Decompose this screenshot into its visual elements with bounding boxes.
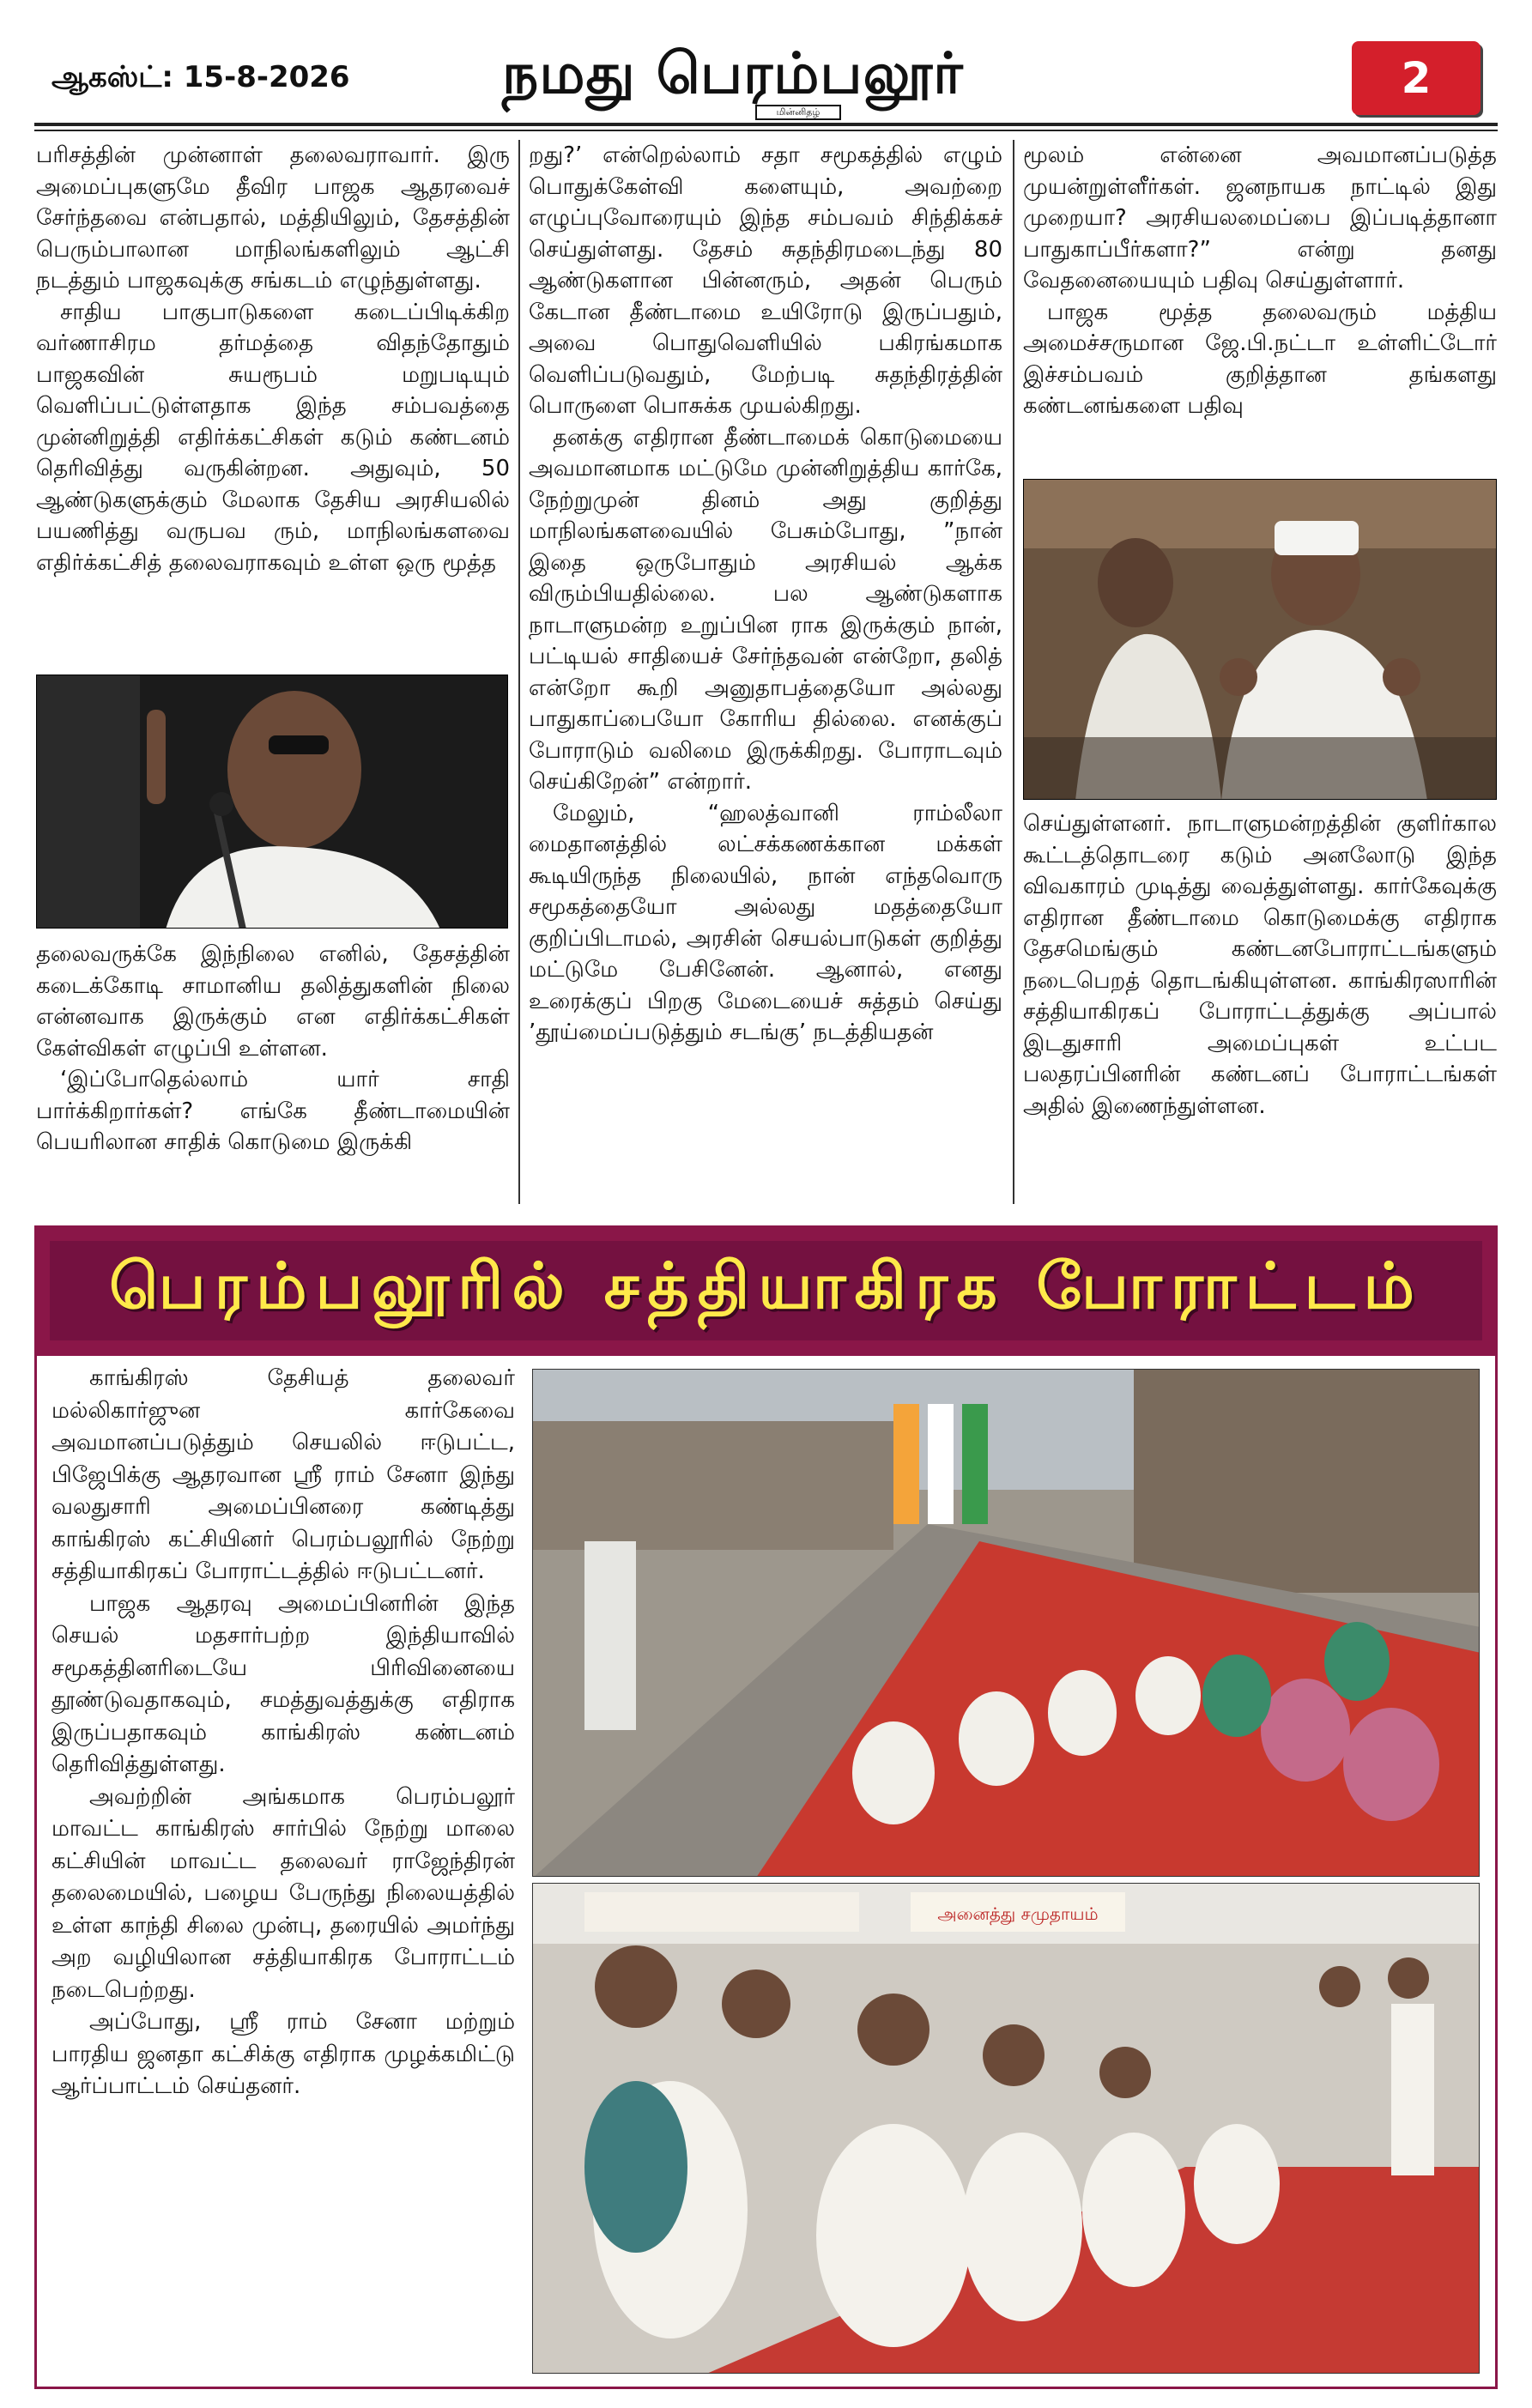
photo-speaker bbox=[36, 675, 508, 929]
paragraph: றது?’ என்றெல்லாம் சதா சமூகத்தில் எழும் பொதுக்கேள்வி களையும், அவற்றை எழுப்புவோரையும் இந்த சம்பவம் சிந்திக்கச் செய்துள்ளது. தேசம் சுதந்திரமடைந்து 80 ஆண்டுகளான பின்னரும், அதன் பெரும் கேடான தீண்டாமை உயிரோடு இருப்பதும், அவை பொதுவெளியில் பகிரங்கமாக வெளிப்படுவதும், மேற்படி சுதந்திரத்தின் பொருளை பொசுக்க முயல்கிறது. bbox=[529, 142, 1002, 419]
paragraph: பாஜக மூத்த தலைவரும் மத்திய அமைச்சருமான ஜே.பி.நட்டா உள்ளிட்டோர் இச்சம்பவம் குறித்தான தங்களது கண்டனங்களை பதிவு bbox=[1023, 299, 1497, 419]
article-column-2 bbox=[529, 140, 1002, 1049]
paragraph: அவற்றின் அங்கமாக பெரம்பலூர் மாவட்ட காங்கிரஸ் சார்பில் நேற்று மாலை கட்சியின் மாவட்ட தலைவர் ராஜேந்திரன் தலைமையில், பழைய பேருந்து நிலையத்தில் உள்ள காந்தி சிலை முன்பு, தரையில் அமர்ந்து அற வழியிலான சத்தியாகிரக போராட்டம் நடைபெற்றது. bbox=[51, 1783, 515, 2003]
masthead bbox=[34, 34, 1498, 120]
column-divider bbox=[1013, 140, 1014, 1204]
column-divider bbox=[518, 140, 520, 1204]
issue-date: ஆகஸ்ட்: 15-8-2026 bbox=[51, 60, 350, 94]
paragraph: தலைவருக்கே இந்நிலை எனில், தேசத்தின் கடைக்கோடி சாமானிய தலித்துகளின் நிலை என்னவாக இருக்கும் என எதிர்க்கட்சிகள் கேள்விகள் எழுப்பி உள்ளன. bbox=[36, 941, 510, 1062]
paragraph: சாதிய பாகுபாடுகளை கடைப்பிடிக்கிற வர்ணாசிரம தர்மத்தை விதந்தோதும் பாஜகவின் சுயரூபம் மறுபடியும் வெளிப்பட்டுள்ளதாக இந்த சம்பவத்தை முன்னிறுத்தி எதிர்க்கட்சிகள் கடும் கண்டனம் தெரிவித்து வருகின்றன. அதுவும், 50 ஆண்டுகளுக்கும் மேலாக தேசிய அரசியலில் பயணித்து வருபவ ரும், மாநிலங்களவை எதிர்க்கட்சித் தலைவராகவும் உள்ள ஒரு மூத்த bbox=[36, 299, 510, 576]
paragraph: தனக்கு எதிரான தீண்டாமைக் கொடுமையை அவமானமாக மட்டுமே முன்னிறுத்திய கார்கே, நேற்றுமுன் தினம் அது குறித்து மாநிலங்களவையில் பேசும்போது, ”நான் இதை ஒருபோதும் அரசியல் ஆக்க விரும்பியதில்லை. பல ஆண்டுகளாக நாடாளுமன்ற உறுப்பின ராக இருக்கும் நான், பட்டியல் சாதியைச் சேர்ந்தவன் என்றோ, தலித் என்றோ கூறி அனுதாபத்தையோ அல்லது பாதுகாப்பையோ கோரிய தில்லை. எனக்குப் போராடும் வலிமை இருக்கிறது. போராடவும் செய்கிறேன்” என்றார். bbox=[529, 424, 1002, 795]
section-banner bbox=[34, 1225, 1498, 1356]
paragraph: பரிசத்தின் முன்னாள் தலைவராவார். இரு அமைப்புகளுமே தீவிர பாஜக ஆதரவைச் சேர்ந்தவை என்பதால், மத்தியிலும், தேசத்தின் பெரும்பாலான மாநிலங்களிலும் ஆட்சி நடத்தும் பாஜகவுக்கு சங்கடம் எழுந்துள்ளது. bbox=[36, 142, 510, 293]
photo4-banner-text: அனைத்து சமுதாயம் bbox=[937, 1903, 1099, 1924]
header-rule bbox=[34, 123, 1498, 126]
protest-street-illustration bbox=[533, 1370, 1480, 1877]
paper-name: நமது பெரம்பலூர் bbox=[502, 39, 964, 106]
banner-inner bbox=[50, 1241, 1482, 1340]
photo-protest-gathering bbox=[532, 1883, 1480, 2374]
paragraph: அப்போது, ஸ்ரீ ராம் சேனா மற்றும் பாரதிய ஜனதா கட்சிக்கு எதிராக முழக்கமிட்டு ஆர்ப்பாட்டம் செய்தனர். bbox=[51, 2009, 515, 2099]
lower-article bbox=[51, 1363, 515, 2103]
paragraph: காங்கிரஸ் தேசியத் தலைவர் மல்லிகார்ஜுன கார்கேவை அவமானப்படுத்தும் செயலில் ஈடுபட்ட, பிஜேபிக்கு ஆதரவான ஸ்ரீ ராம் சேனா இந்து வலதுசாரி அமைப்பினரை கண்டித்து காங்கிரஸ் கட்சியினர் பெரம்பலூரில் நேற்று சத்தியாகிரகப் போராட்டத்தில் ஈடுபட்டனர். bbox=[51, 1365, 515, 1584]
speaker-illustration bbox=[37, 675, 508, 929]
article-column-1b bbox=[36, 939, 510, 1159]
paragraph: மூலம் என்னை அவமானப்படுத்த முயன்றுள்ளீர்கள். ஜனநாயக நாட்டில் இது முறையா? அரசியலமைப்பை இப்படித்தானா பாதுகாப்பீர்களா?” என்று தனது வேதனையையும் பதிவு செய்துள்ளார். bbox=[1023, 142, 1497, 293]
parliament-illustration bbox=[1024, 480, 1497, 800]
article-column-3b bbox=[1023, 808, 1497, 1122]
paragraph: ‘இப்போதெல்லாம் யார் சாதி பார்க்கிறார்கள்? எங்கே தீண்டாமையின் பெயரிலான சாதிக் கொடுமை இருக்கி bbox=[36, 1067, 510, 1155]
photo-protest-street bbox=[532, 1369, 1480, 1877]
header-rule-thin bbox=[34, 130, 1498, 131]
paper-tag: மின்னிதழ் bbox=[755, 105, 841, 120]
page-number: 2 bbox=[1352, 41, 1481, 115]
article-column-1 bbox=[36, 140, 510, 578]
article-column-3 bbox=[1023, 140, 1497, 422]
paragraph: மேலும், “ஹலத்வானி ராம்லீலா மைதானத்தில் லட்சக்கணக்கான மக்கள் கூடியிருந்த நிலையில், நான் எந்தவொரு சமூகத்தையோ அல்லது மதத்தையோ குறிப்பிடாமல், அரசின் செயல்பாடுகள் குறித்து மட்டுமே பேசினேன். ஆனால், எனது உரைக்குப் பிறகு மேடையைச் சுத்தம் செய்து ’தூய்மைப்படுத்தும் சடங்கு’ நடத்தியதன் bbox=[529, 800, 1002, 1045]
paragraph: செய்துள்ளனர். நாடாளுமன்றத்தின் குளிர்கால கூட்டத்தொடரை கடும் அனலோடு இந்த விவகாரம் முடித்து வைத்துள்ளது. கார்கேவுக்கு எதிரான தீண்டாமை கொடுமைக்கு எதிராக தேசமெங்கும் கண்டனபோராட்டங்களும் நடைபெறத் தொடங்கியுள்ளன. காங்கிரஸாரின் சத்தியாகிரகப் போராட்டத்துக்கு அப்பால் இடதுசாரி அமைப்புகள் உட்பட பலதரப்பினரின் கண்டனப் போராட்டங்கள் அதில் இணைந்துள்ளன. bbox=[1023, 811, 1497, 1119]
photo-parliament bbox=[1023, 479, 1497, 800]
paragraph: பாஜக ஆதரவு அமைப்பினரின் இந்த செயல் மதசார்பற்ற இந்தியாவில் சமூகத்தினரிடையே பிரிவினையை தூண்டுவதாகவும், சமத்துவத்துக்கு எதிராக இருப்பதாகவும் காங்கிரஸ் கண்டனம் தெரிவித்துள்ளது. bbox=[51, 1590, 515, 1777]
protest-gathering-illustration bbox=[533, 1884, 1480, 2374]
banner-title: பெரம்பலூரில் சத்தியாகிரக போராட்டம் bbox=[109, 1249, 1423, 1323]
